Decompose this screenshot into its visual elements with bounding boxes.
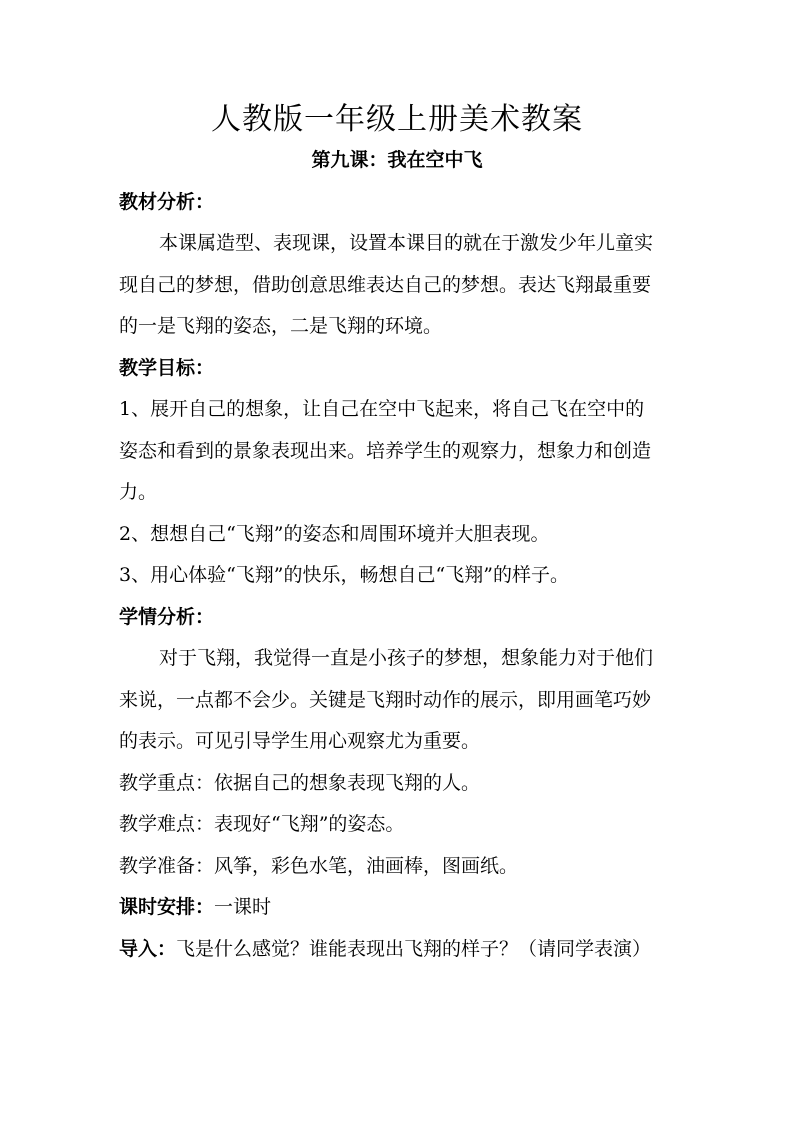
teaching-goal-line: 姿态和看到的景象表现出来。培养学生的观察力，想象力和创造 bbox=[119, 440, 652, 462]
student-situation-line: 来说，一点都不会少。关键是飞翔时动作的展示，即用画笔巧妙 bbox=[119, 689, 652, 711]
teaching-goals-heading: 教学目标： bbox=[119, 357, 215, 379]
lesson-intro-value: 飞是什么感觉？谁能表现出飞翔的样子？（请同学表演） bbox=[176, 938, 652, 960]
student-situation-line: 对于飞翔，我觉得一直是小孩子的梦想，想象能力对于他们 bbox=[159, 647, 654, 669]
material-analysis-line: 现自己的梦想，借助创意思维表达自己的梦想。表达飞翔最重要 bbox=[119, 274, 652, 296]
material-analysis-line: 的一是飞翔的姿态，二是飞翔的环境。 bbox=[119, 315, 443, 337]
class-schedule-value: 一课时 bbox=[214, 896, 272, 918]
teaching-goal-line: 3、用心体验“飞翔”的快乐，畅想自己“飞翔”的样子。 bbox=[119, 564, 569, 586]
teaching-preparation: 教学准备：风筝，彩色水笔，油画棒，图画纸。 bbox=[119, 855, 519, 877]
material-analysis-line: 本课属造型、表现课，设置本课目的就在于激发少年儿童实 bbox=[159, 232, 654, 254]
teaching-difficulty: 教学难点：表现好“飞翔”的姿态。 bbox=[119, 813, 405, 835]
class-schedule-label: 课时安排： bbox=[119, 896, 215, 918]
teaching-key-point: 教学重点：依据自己的想象表现飞翔的人。 bbox=[119, 772, 481, 794]
teaching-goal-line: 力。 bbox=[119, 481, 158, 503]
document-title: 人教版一年级上册美术教案 bbox=[211, 102, 583, 137]
teaching-goal-line: 1、展开自己的想象，让自己在空中飞起来，将自己飞在空中的 bbox=[119, 398, 645, 420]
material-analysis-heading: 教材分析： bbox=[119, 191, 215, 213]
lesson-intro-label: 导入： bbox=[119, 938, 177, 960]
lesson-intro bbox=[119, 934, 679, 964]
teaching-goal-line: 2、想想自己“飞翔”的姿态和周围环境并大胆表现。 bbox=[119, 523, 550, 545]
class-schedule bbox=[119, 892, 679, 922]
student-situation-line: 的表示。可见引导学生用心观察尤为重要。 bbox=[119, 730, 481, 752]
student-situation-heading: 学情分析： bbox=[119, 606, 215, 628]
lesson-subtitle: 第九课：我在空中飞 bbox=[311, 149, 483, 171]
